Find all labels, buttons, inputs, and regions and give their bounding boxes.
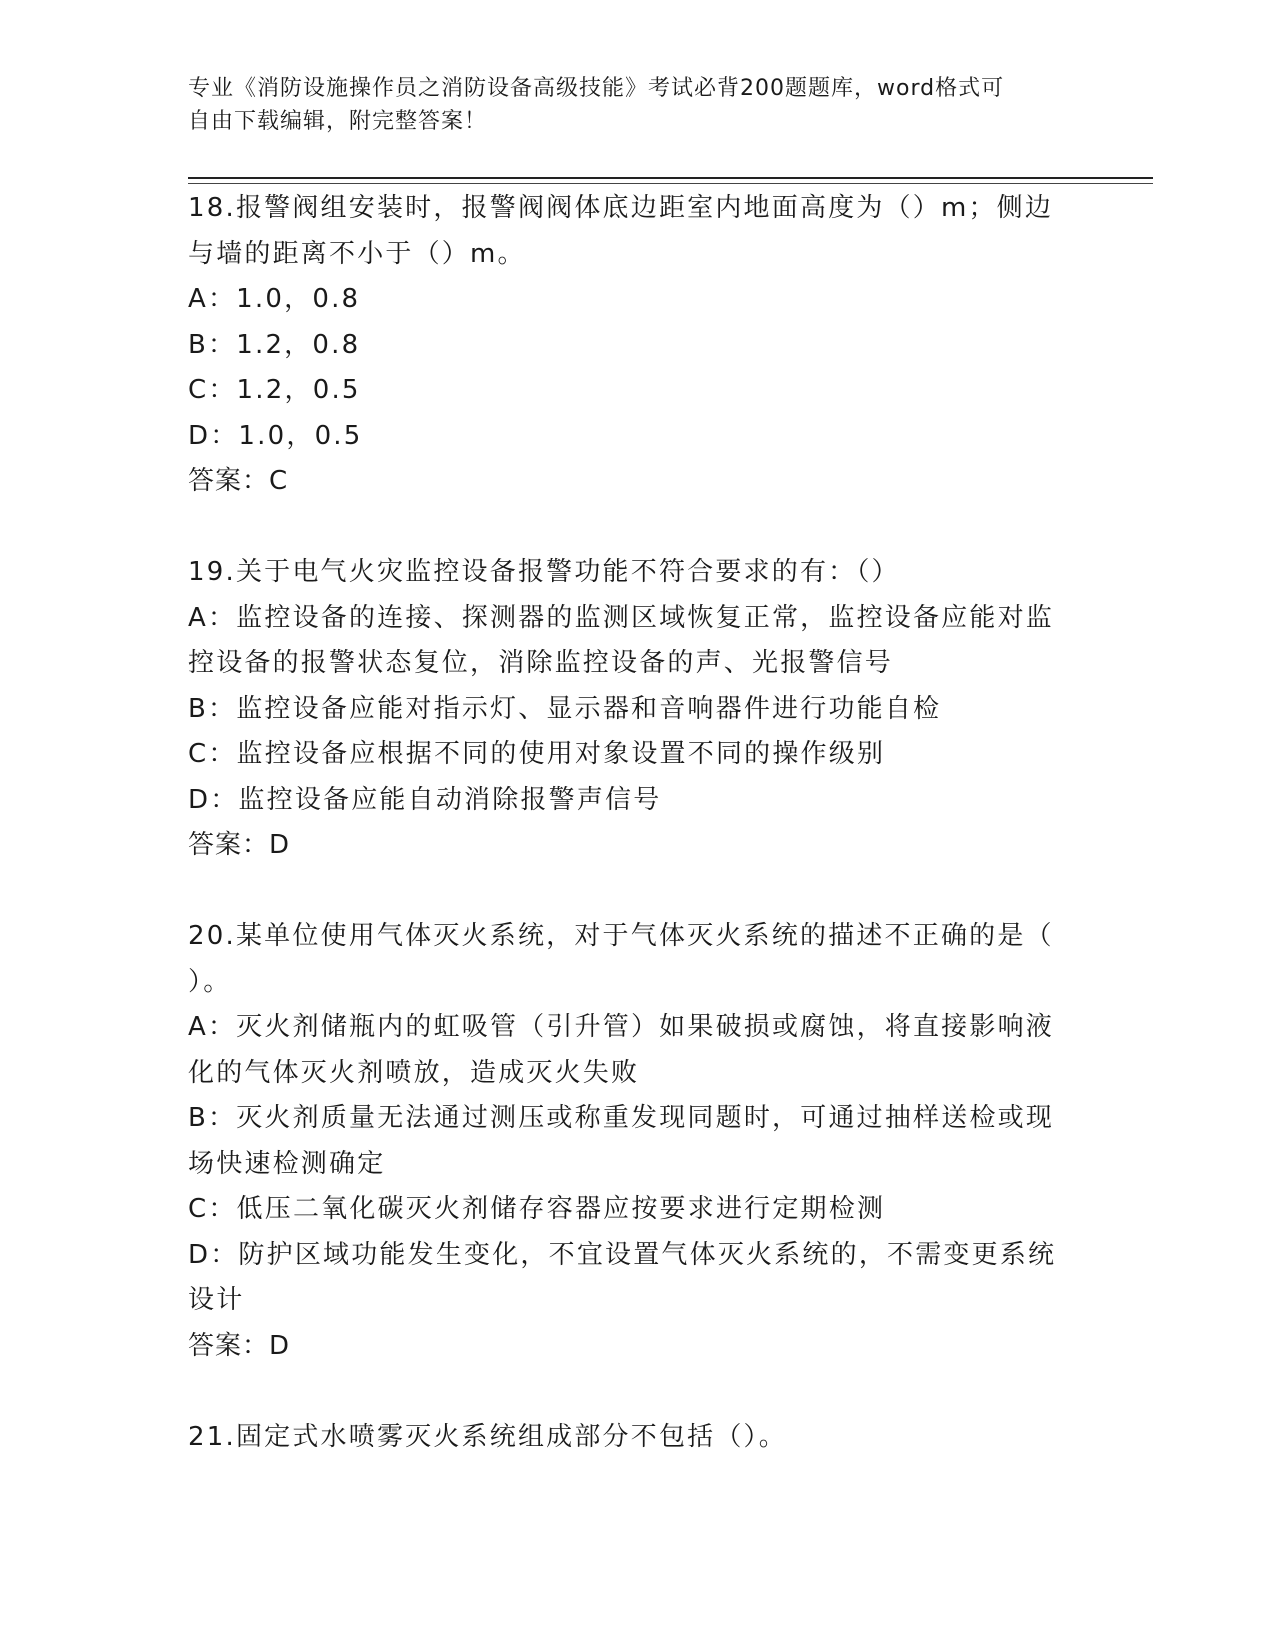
question-stem-line: 19.关于电气火灾监控设备报警功能不符合要求的有：（） bbox=[188, 557, 900, 587]
question-block bbox=[188, 914, 1078, 1415]
option-line: B：1.2，0.8 bbox=[188, 329, 361, 360]
option-line: C：低压二氧化碳灭火剂储存容器应按要求进行定期检测 bbox=[188, 1194, 886, 1224]
answer-line: 答案：D bbox=[188, 830, 291, 860]
option-line: B：监控设备应能对指示灯、显示器和音响器件进行功能自检 bbox=[188, 693, 942, 724]
option-line: A：监控设备的连接、探测器的监测区域恢复正常，监控设备应能对监 bbox=[188, 602, 1054, 633]
option-line: D：1.0，0.5 bbox=[188, 420, 363, 451]
question-spacer bbox=[188, 505, 1078, 551]
option-line: A：灭火剂储瓶内的虹吸管（引升管）如果破损或腐蚀，将直接影响液 bbox=[188, 1012, 1054, 1042]
option-line: 设计 bbox=[188, 1285, 245, 1315]
question-block bbox=[188, 186, 1078, 550]
header-divider-thick bbox=[188, 177, 1153, 179]
header-line-2: 自由下载编辑，附完整答案！ bbox=[188, 109, 488, 134]
header-line-1: 专业《消防设施操作员之消防设备高级技能》考试必背200题题库，word格式可 bbox=[188, 76, 1005, 101]
option-line: D：监控设备应能自动消除报警声信号 bbox=[188, 784, 662, 815]
question-list bbox=[188, 186, 1078, 1460]
question-stem-line: 21.固定式水喷雾灭火系统组成部分不包括（）。 bbox=[188, 1421, 787, 1452]
question-spacer bbox=[188, 869, 1078, 915]
option-line: 控设备的报警状态复位，消除监控设备的声、光报警信号 bbox=[188, 648, 894, 678]
answer-line: 答案：C bbox=[188, 466, 289, 496]
document-header bbox=[188, 72, 1068, 138]
option-line: A：1.0，0.8 bbox=[188, 284, 361, 314]
question-spacer bbox=[188, 1369, 1078, 1415]
question-stem-line: 与墙的距离不小于（）m。 bbox=[188, 238, 526, 269]
option-line: B：灭火剂质量无法通过测压或称重发现同题时，可通过抽样送检或现 bbox=[188, 1103, 1055, 1133]
question-stem-line: 20.某单位使用气体灭火系统，对于气体灭火系统的描述不正确的是（ bbox=[188, 921, 1054, 951]
answer-line: 答案：D bbox=[188, 1330, 291, 1361]
option-line: C：1.2，0.5 bbox=[188, 375, 361, 405]
option-line: 场快速检测确定 bbox=[188, 1148, 386, 1179]
question-block bbox=[188, 550, 1078, 914]
option-line: 化的气体灭火剂喷放，造成灭火失败 bbox=[188, 1057, 640, 1088]
option-line: C：监控设备应根据不同的使用对象设置不同的操作级别 bbox=[188, 739, 886, 769]
question-stem-line: ）。 bbox=[188, 966, 232, 997]
question-block bbox=[188, 1415, 1078, 1461]
option-line: D：防护区域功能发生变化，不宜设置气体灭火系统的，不需变更系统 bbox=[188, 1239, 1057, 1270]
question-stem-line: 18.报警阀组安装时，报警阀阀体底边距室内地面高度为（）m；侧边 bbox=[188, 193, 1054, 223]
header-divider-thin bbox=[188, 183, 1153, 184]
